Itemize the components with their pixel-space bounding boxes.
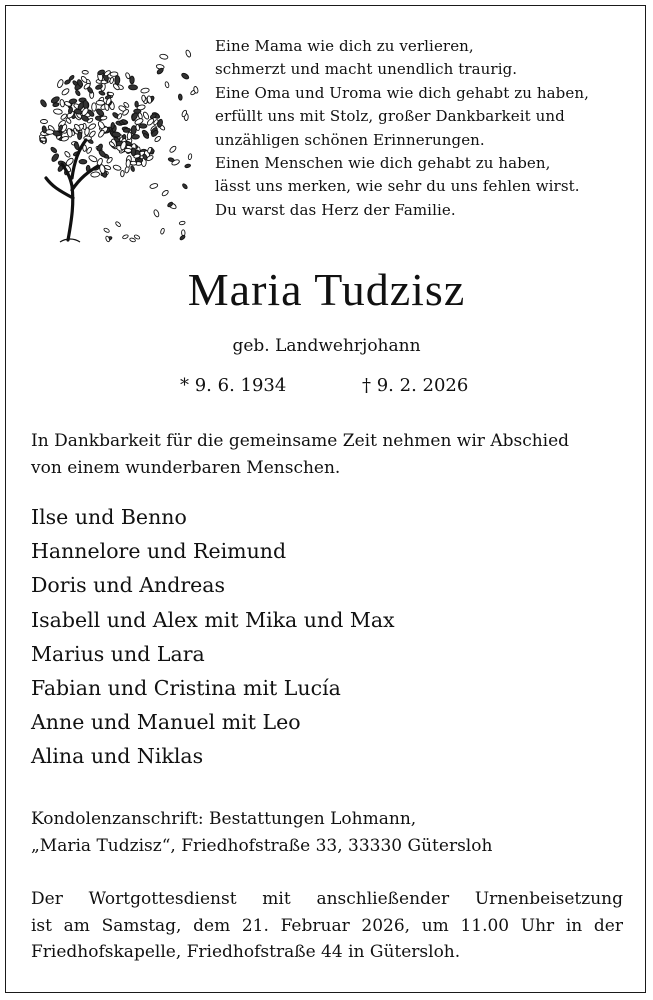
- service-word: in: [565, 915, 583, 936]
- service-word: anschließender: [316, 889, 450, 909]
- poem-line: lässt uns merken, wie sehr du uns fehlen wirst.: [215, 177, 580, 196]
- service-word: ist: [31, 915, 52, 936]
- service-word: 21.: [241, 915, 269, 936]
- service-word: Urnenbeisetzung: [474, 889, 623, 909]
- family-member: Alina und Niklas: [31, 744, 204, 769]
- family-member: Marius und Lara: [31, 641, 205, 666]
- poem-line: Du warst das Herz der Familie.: [215, 200, 456, 219]
- service-word: 2026,: [361, 915, 411, 936]
- poem-line: Eine Mama wie dich zu verlieren,: [215, 37, 474, 55]
- service-info: [31, 886, 623, 966]
- family-list: [31, 500, 631, 774]
- service-line: [31, 886, 623, 913]
- poem-line: Eine Oma und Uroma wie dich gehabt zu haben,: [215, 83, 589, 102]
- poem-line: erfüllt uns mit Stolz, großer Dankbarkeit und: [215, 107, 565, 126]
- poem-line: Einen Menschen wie dich gehabt zu haben,: [215, 154, 551, 173]
- birth-name: geb. Landwehrjohann: [232, 336, 421, 356]
- family-member: Isabell und Alex mit Mika und Max: [31, 607, 395, 632]
- intro-text: [31, 428, 631, 481]
- tree-icon: [28, 28, 200, 246]
- condolence-address: [31, 806, 631, 859]
- condolence-line: Kondolenzanschrift: Bestattungen Lohmann,: [31, 809, 417, 829]
- family-member: Fabian und Cristina mit Lucía: [31, 676, 341, 701]
- service-word: mit: [262, 889, 291, 909]
- service-word: um: [421, 915, 449, 936]
- intro-line: von einem wunderbaren Menschen.: [31, 457, 341, 478]
- service-word: 11.00: [460, 915, 510, 936]
- service-word: Wortgottesdienst: [88, 889, 237, 909]
- family-member: Ilse und Benno: [31, 505, 187, 529]
- birth-date: * 9. 6. 1934: [180, 375, 287, 396]
- service-word: dem: [193, 915, 231, 936]
- family-member: Doris und Andreas: [31, 573, 226, 598]
- service-word: Uhr: [520, 915, 555, 936]
- family-member: Hannelore und Reimund: [31, 539, 287, 564]
- service-word: der: [593, 915, 623, 936]
- family-member: Anne und Manuel mit Leo: [31, 710, 301, 735]
- poem-line: schmerzt und macht unendlich traurig.: [215, 60, 518, 79]
- poem: [215, 35, 615, 222]
- service-word: Der: [31, 889, 63, 909]
- poem-line: unzähligen schönen Erinnerungen.: [215, 130, 485, 149]
- service-line: Friedhofskapelle, Friedhofstraße 44 in Gütersloh.: [31, 942, 461, 962]
- service-word: Februar: [280, 915, 350, 936]
- intro-line: In Dankbarkeit für die gemeinsame Zeit nehmen wir Abschied: [31, 431, 570, 451]
- service-line: [31, 913, 623, 940]
- service-word: am: [63, 915, 90, 936]
- death-date: † 9. 2. 2026: [362, 375, 469, 396]
- service-word: Samstag,: [101, 915, 182, 936]
- deceased-name: Maria Tudzisz: [187, 264, 466, 315]
- condolence-line: „Maria Tudzisz“, Friedhofstraße 33, 33330 Gütersloh: [31, 835, 493, 856]
